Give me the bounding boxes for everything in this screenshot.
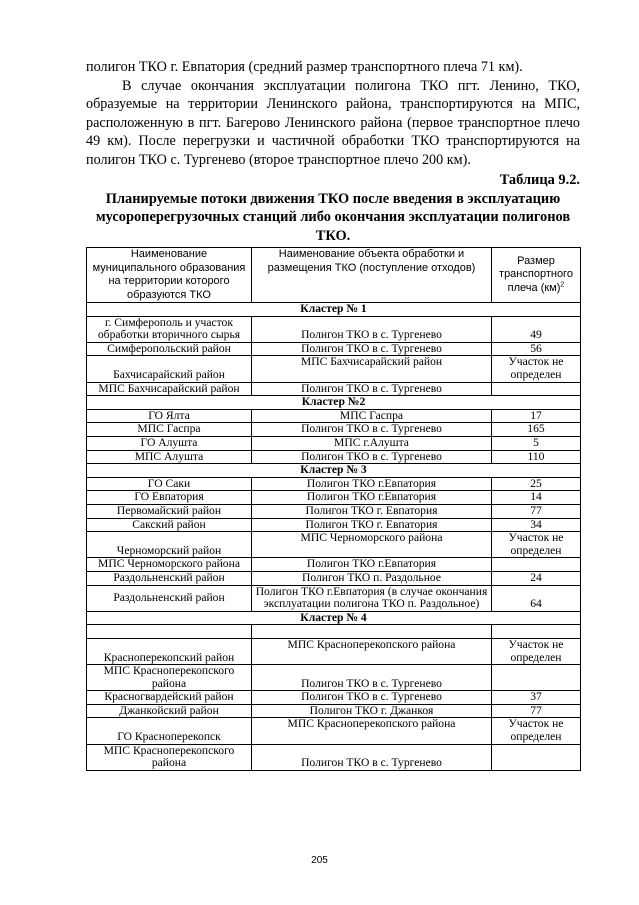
intro-line: полигон ТКО г. Евпатория (средний размер транспортного плеча 71 км). [86, 59, 523, 75]
municipality-cell: Черноморский район [87, 532, 252, 558]
table-row [87, 718, 581, 744]
table-row [87, 691, 581, 705]
distance-cell [492, 382, 581, 396]
facility-cell: Полигон ТКО в с. Тургенево [252, 744, 492, 770]
table-row [87, 491, 581, 505]
empty-cell [492, 625, 581, 639]
municipality-cell: Раздольненский район [87, 585, 252, 611]
municipality-cell: ГО Евпатория [87, 491, 252, 505]
cluster-row [87, 464, 581, 478]
header-facility: Наименование объекта обработки и размещения ТКО (поступление отходов) [252, 248, 492, 303]
table-row [87, 409, 581, 423]
municipality-cell: МПС Красноперекопского района [87, 744, 252, 770]
table-row [87, 356, 581, 382]
facility-cell: МПС Красноперекопского района [252, 638, 492, 664]
facility-cell: Полигон ТКО в с. Тургенево [252, 665, 492, 691]
facility-cell: Полигон ТКО в с. Тургенево [252, 342, 492, 356]
table-row [87, 558, 581, 572]
facility-cell: Полигон ТКО в с. Тургенево [252, 450, 492, 464]
municipality-cell: Первомайский район [87, 504, 252, 518]
table-row [87, 477, 581, 491]
header-distance [492, 248, 581, 303]
municipality-cell: Раздольненский район [87, 571, 252, 585]
distance-cell: 37 [492, 691, 581, 705]
facility-cell: МПС Гаспра [252, 409, 492, 423]
table-row [87, 704, 581, 718]
municipality-cell: МПС Черноморского района [87, 558, 252, 572]
distance-cell: 56 [492, 342, 581, 356]
document-page [86, 58, 580, 771]
facility-cell: Полигон ТКО в с. Тургенево [252, 382, 492, 396]
distance-cell: Участок не определен [492, 356, 581, 382]
cluster-row [87, 303, 581, 317]
facility-cell: Полигон ТКО г. Евпатория [252, 518, 492, 532]
municipality-cell: Джанкойский район [87, 704, 252, 718]
facility-cell: Полигон ТКО г.Евпатория [252, 491, 492, 505]
distance-cell: 17 [492, 409, 581, 423]
table-title: Планируемые потоки движения ТКО после введения в эксплуатацию мусороперегрузочных станций либо окончания эксплуатации полигонов ТКО. [95, 190, 571, 244]
municipality-cell: ГО Красноперекопск [87, 718, 252, 744]
distance-cell: 24 [492, 571, 581, 585]
table-row [87, 423, 581, 437]
empty-row [87, 625, 581, 639]
facility-cell: Полигон ТКО г.Евпатория [252, 558, 492, 572]
table-header-row [87, 248, 581, 303]
empty-cell [87, 625, 252, 639]
facility-cell: Полигон ТКО п. Раздольное [252, 571, 492, 585]
distance-cell [492, 665, 581, 691]
facility-cell: МПС Красноперекопского района [252, 718, 492, 744]
distance-cell: Участок не определен [492, 718, 581, 744]
cluster-row [87, 611, 581, 625]
table-row [87, 342, 581, 356]
facility-cell: Полигон ТКО в с. Тургенево [252, 423, 492, 437]
facility-cell: МПС г.Алушта [252, 437, 492, 451]
facility-cell: Полигон ТКО г. Джанкоя [252, 704, 492, 718]
table-number: Таблица 9.2. [499, 171, 580, 188]
municipality-cell: г. Симферополь и участок обработки вторичного сырья [87, 316, 252, 342]
municipality-cell: ГО Ялта [87, 409, 252, 423]
distance-cell: Участок не определен [492, 532, 581, 558]
facility-cell: Полигон ТКО г. Евпатория [252, 504, 492, 518]
cluster-label: Кластер №2 [87, 396, 581, 410]
municipality-cell: Симферопольский район [87, 342, 252, 356]
distance-cell: Участок не определен [492, 638, 581, 664]
table-row [87, 665, 581, 691]
facility-cell: МПС Бахчисарайский район [252, 356, 492, 382]
flows-table [86, 247, 581, 771]
distance-cell: 49 [492, 316, 581, 342]
distance-cell: 64 [492, 585, 581, 611]
facility-cell: Полигон ТКО г.Евпатория (в случае окончания эксплуатации полигона ТКО п. Раздольное) [252, 585, 492, 611]
municipality-cell: ГО Саки [87, 477, 252, 491]
distance-cell: 34 [492, 518, 581, 532]
municipality-cell: МПС Гаспра [87, 423, 252, 437]
table-row [87, 382, 581, 396]
cluster-label: Кластер № 1 [87, 303, 581, 317]
municipality-cell: Красноперекопский район [87, 638, 252, 664]
table-row [87, 437, 581, 451]
distance-cell: 165 [492, 423, 581, 437]
page-number: 205 [311, 855, 328, 866]
cluster-label: Кластер № 3 [87, 464, 581, 478]
table-row [87, 744, 581, 770]
cluster-row [87, 396, 581, 410]
distance-cell: 77 [492, 704, 581, 718]
municipality-cell: МПС Бахчисарайский район [87, 382, 252, 396]
table-row [87, 504, 581, 518]
municipality-cell: МПС Красноперекопского района [87, 665, 252, 691]
table-row [87, 316, 581, 342]
municipality-cell: ГО Алушта [87, 437, 252, 451]
cluster-label: Кластер № 4 [87, 611, 581, 625]
table-row [87, 532, 581, 558]
municipality-cell: Сакский район [87, 518, 252, 532]
facility-cell: МПС Черноморского района [252, 532, 492, 558]
distance-cell: 5 [492, 437, 581, 451]
municipality-cell: МПС Алушта [87, 450, 252, 464]
distance-cell: 14 [492, 491, 581, 505]
intro-paragraph: В случае окончания эксплуатации полигона ТКО пгт. Ленино, ТКО, образуемые на территории Ленинского района, транспортируются на МПС, расположенную в пгт. Багерово Ленинского района (первое транспортное плечо 49 км). После перегрузки и частичной обработки ТКО транспортируются на полигон ТКО с. Тургенево (второе транспортное плечо 200 км). [86, 77, 580, 168]
table-row [87, 571, 581, 585]
facility-cell: Полигон ТКО в с. Тургенево [252, 691, 492, 705]
header-distance-label: Размер транспортного плеча (км) [499, 254, 573, 294]
table-row [87, 450, 581, 464]
municipality-cell: Красногвардейский район [87, 691, 252, 705]
distance-cell: 25 [492, 477, 581, 491]
header-municipality: Наименование муниципального образования на территории которого образуются ТКО [87, 248, 252, 303]
distance-cell [492, 744, 581, 770]
municipality-cell: Бахчисарайский район [87, 356, 252, 382]
empty-cell [252, 625, 492, 639]
facility-cell: Полигон ТКО в с. Тургенево [252, 316, 492, 342]
distance-cell: 77 [492, 504, 581, 518]
table-row [87, 638, 581, 664]
table-row [87, 585, 581, 611]
header-distance-footnote: 2 [560, 281, 565, 289]
distance-cell [492, 558, 581, 572]
table-row [87, 518, 581, 532]
distance-cell: 110 [492, 450, 581, 464]
facility-cell: Полигон ТКО г.Евпатория [252, 477, 492, 491]
